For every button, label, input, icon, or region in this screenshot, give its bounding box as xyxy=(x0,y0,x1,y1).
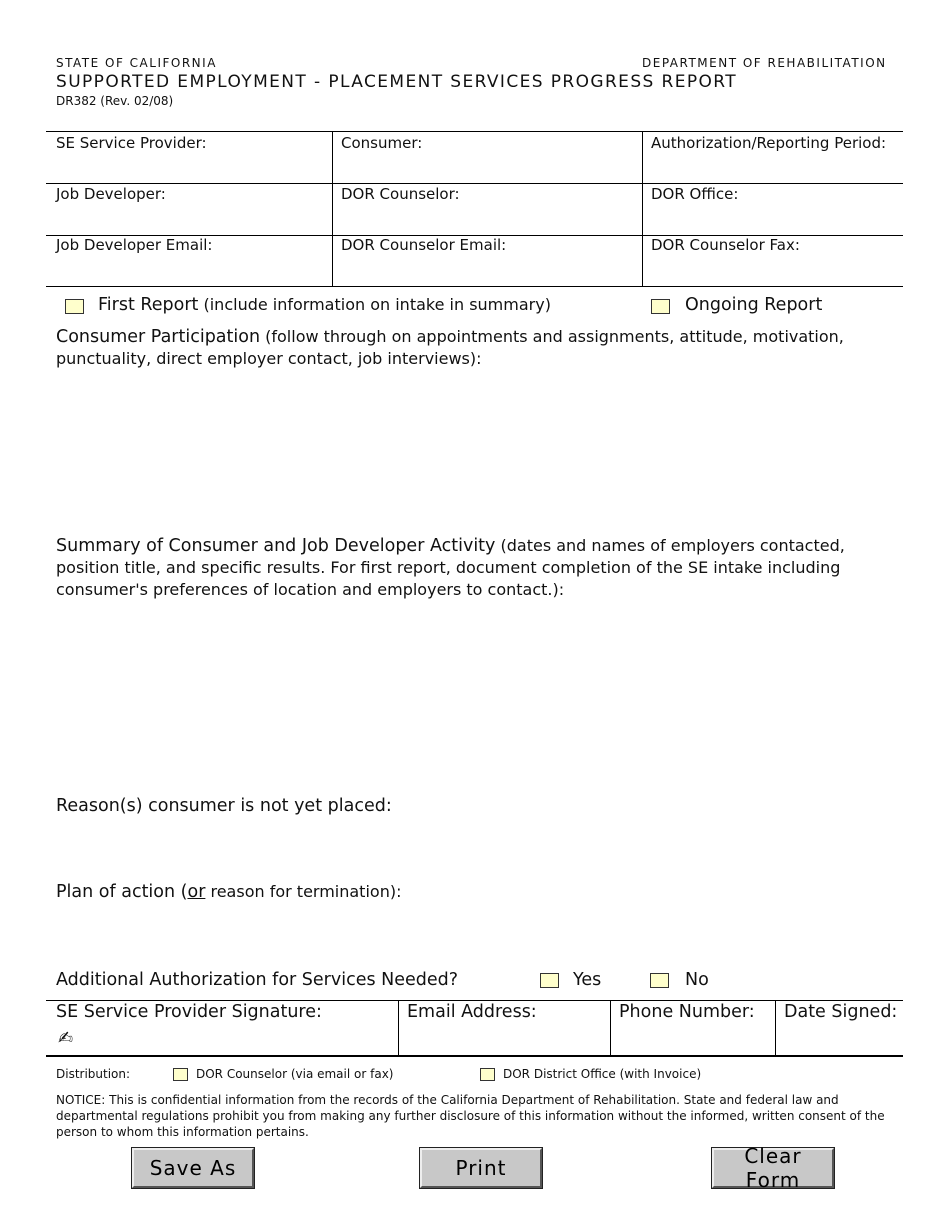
confidentiality-notice: NOTICE: This is confidential information from the records of the California Department of Rehabilitation. State and federal law and departmental regulations prohibit you from making any further disclosure of this information without the informed, written consent of the person to whom this information pertains. xyxy=(56,1093,885,1139)
auth-no-label: No xyxy=(685,970,709,990)
summary-heading: Summary of Consumer and Job Developer Activity (dates and names of employers contacted, position title, and specific results. For first report, document completion of the SE intake including consumer's preferences of location and employers to contact.): xyxy=(56,536,845,599)
ongoing-report-label: Ongoing Report xyxy=(685,295,823,315)
table-col-divider xyxy=(332,131,333,287)
auth-yes-label: Yes xyxy=(573,970,602,990)
signature-col-divider xyxy=(775,1000,776,1056)
summary-text-area[interactable] xyxy=(56,602,902,787)
state-label: STATE OF CALIFORNIA xyxy=(56,56,217,70)
table-bottom-border xyxy=(46,286,903,287)
email-address-field[interactable]: Email Address: xyxy=(407,1002,537,1022)
dist-office-label: DOR District Office (with Invoice) xyxy=(503,1067,702,1081)
signature-col-divider xyxy=(398,1000,399,1056)
se-provider-field[interactable]: SE Service Provider: xyxy=(56,134,207,152)
dist-counselor-checkbox[interactable] xyxy=(173,1068,188,1081)
participation-heading: Consumer Participation (follow through on appointments and assignments, attitude, motivation, punctuality, direct employer contact, job interviews): xyxy=(56,327,844,368)
table-row-divider xyxy=(46,183,903,184)
phone-number-field[interactable]: Phone Number: xyxy=(619,1002,755,1022)
job-developer-email-field[interactable]: Job Developer Email: xyxy=(56,236,213,254)
dor-office-field[interactable]: DOR Office: xyxy=(651,185,739,203)
dist-counselor-label: DOR Counselor (via email or fax) xyxy=(196,1067,394,1081)
job-developer-field[interactable]: Job Developer: xyxy=(56,185,166,203)
plan-text-area[interactable] xyxy=(56,908,902,963)
date-signed-field[interactable]: Date Signed: xyxy=(784,1002,898,1022)
department-label: DEPARTMENT OF REHABILITATION xyxy=(642,56,887,70)
provider-signature-label: SE Service Provider Signature: xyxy=(56,1002,322,1022)
table-col-divider xyxy=(642,131,643,287)
consumer-field[interactable]: Consumer: xyxy=(341,134,423,152)
form-id: DR382 (Rev. 02/08) xyxy=(56,94,174,108)
dor-counselor-email-field[interactable]: DOR Counselor Email: xyxy=(341,236,507,254)
distribution-label: Distribution: xyxy=(56,1067,131,1081)
signature-col-divider xyxy=(610,1000,611,1056)
table-top-border xyxy=(46,131,903,132)
auth-no-checkbox[interactable] xyxy=(650,973,669,988)
plan-heading: Plan of action (or reason for termination): xyxy=(56,882,402,902)
dor-counselor-field[interactable]: DOR Counselor: xyxy=(341,185,460,203)
form-title: SUPPORTED EMPLOYMENT - PLACEMENT SERVICES PROGRESS REPORT xyxy=(56,72,738,92)
auth-yes-checkbox[interactable] xyxy=(540,973,559,988)
signature-pen-icon[interactable]: ✍ xyxy=(58,1028,74,1049)
reasons-text-area[interactable] xyxy=(56,822,902,877)
first-report-label: First Report (include information on intake in summary) xyxy=(98,295,551,315)
dist-office-checkbox[interactable] xyxy=(480,1068,495,1081)
clear-form-button[interactable]: Clear Form xyxy=(712,1148,834,1188)
dor-counselor-fax-field[interactable]: DOR Counselor Fax: xyxy=(651,236,800,254)
save-as-button[interactable]: Save As xyxy=(132,1148,254,1188)
first-report-checkbox[interactable] xyxy=(65,299,84,314)
participation-text-area[interactable] xyxy=(56,372,902,532)
ongoing-report-checkbox[interactable] xyxy=(651,299,670,314)
additional-auth-label: Additional Authorization for Services Needed? xyxy=(56,970,459,990)
reasons-heading: Reason(s) consumer is not yet placed: xyxy=(56,796,392,816)
print-button[interactable]: Print xyxy=(420,1148,542,1188)
auth-period-field[interactable]: Authorization/Reporting Period: xyxy=(651,134,887,152)
